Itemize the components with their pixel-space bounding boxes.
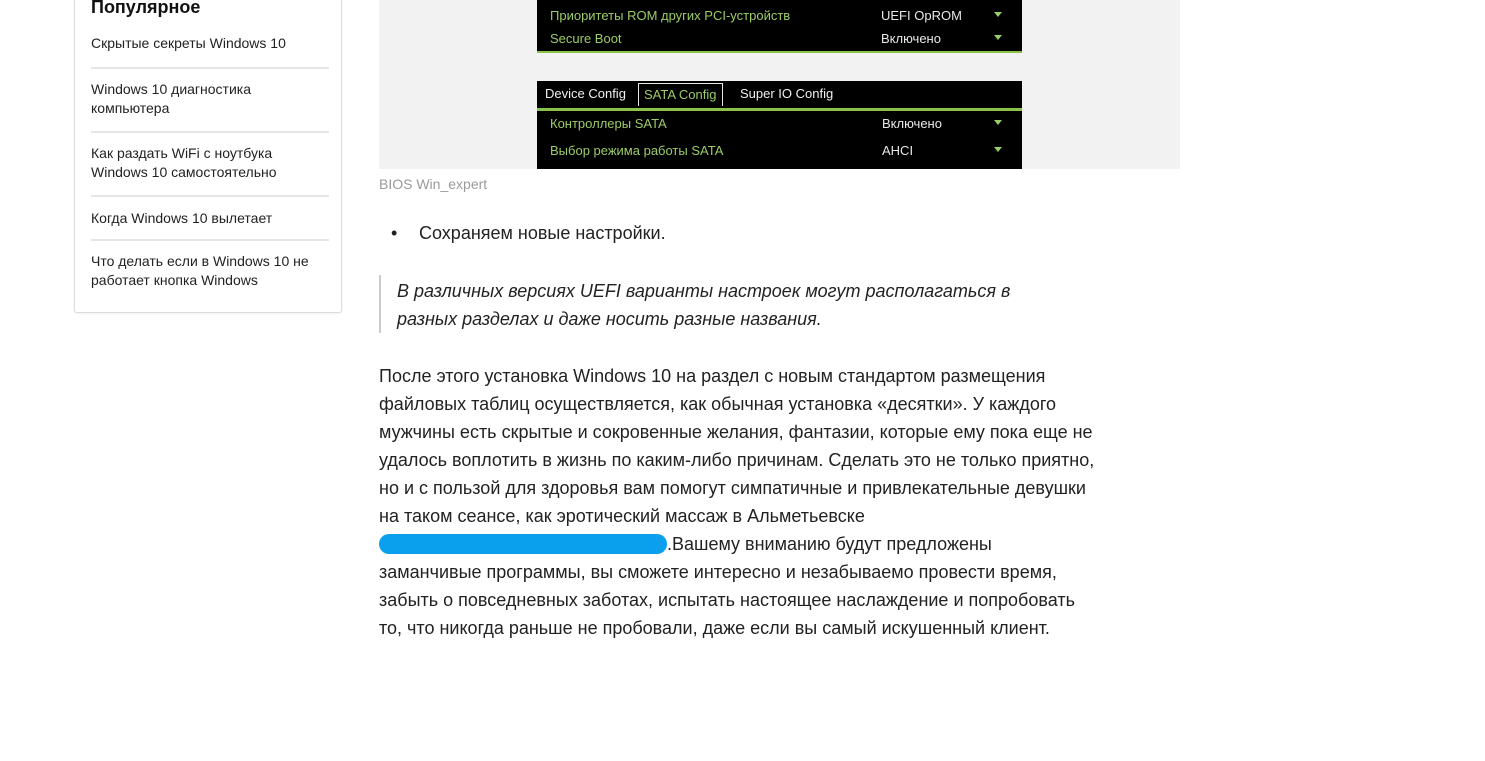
popular-list	[91, 33, 329, 303]
bios-row	[550, 116, 1010, 136]
bios-tab-bar	[537, 81, 1022, 111]
paragraph-text-after: .Вашему вниманию будут предложены заманчивые программы, вы сможете интересно и незабываемо провести время, забыть о повседневных заботах, испытать настоящее наслаждение и попробовать то, что никогда раньше не пробовали, даже если вы самый искушенный клиент.	[379, 534, 1075, 638]
popular-item-label[interactable]: Скрытые секреты Windows 10	[91, 35, 286, 51]
popular-item[interactable]	[91, 241, 329, 303]
popular-item[interactable]	[91, 33, 329, 67]
dropdown-arrow-icon	[994, 12, 1002, 17]
popular-item-label[interactable]: Что делать если в Windows 10 не работает кнопка Windows	[91, 253, 309, 288]
bios-row-label: Secure Boot	[550, 31, 622, 46]
dropdown-arrow-icon	[994, 35, 1002, 40]
dropdown-arrow-icon	[994, 120, 1002, 125]
bios-row-value: UEFI OpROM	[881, 8, 962, 23]
bios-row-value: AHCI	[882, 143, 914, 158]
bios-row-value: Включено	[882, 116, 942, 131]
bios-screenshot-bottom	[537, 81, 1022, 169]
popular-item-label[interactable]: Когда Windows 10 вылетает	[91, 210, 273, 226]
redacted-link[interactable]	[379, 534, 667, 554]
bios-row	[550, 143, 1010, 163]
dropdown-arrow-icon	[994, 147, 1002, 152]
figure-caption: BIOS Win_expert	[379, 176, 488, 192]
popular-item[interactable]	[91, 197, 329, 239]
bios-row	[550, 31, 1010, 51]
bullet-text: Сохраняем новые настройки.	[419, 223, 666, 243]
bios-tab-super-io-config: Super IO Config	[740, 86, 834, 101]
popular-title: Популярное	[91, 0, 201, 17]
bios-row-label: Выбор режима работы SATA	[550, 143, 724, 158]
bios-screenshot-top	[537, 0, 1022, 53]
popular-item-label[interactable]: Как раздать WiFi с ноутбука Windows 10 самостоятельно	[91, 145, 277, 180]
note-quote	[379, 275, 1069, 333]
bios-row	[550, 8, 1010, 28]
bios-tab-sata-config: SATA Config	[638, 83, 723, 106]
bios-row-value: Включено	[881, 31, 941, 46]
popular-item[interactable]	[91, 69, 329, 131]
article-paragraph	[379, 362, 1099, 642]
bios-figure	[379, 0, 1180, 169]
bios-row-label: Приоритеты ROM других PCI-устройств	[550, 8, 791, 23]
paragraph-text-before: После этого установка Windows 10 на раздел с новым стандартом размещения файловых таблиц осуществляется, как обычная установка «десятки». У каждого мужчины есть скрытые и сокровенные желания, фантазии, которые ему пока еще не удалось воплотить в жизнь по каким-либо причинам. Сделать это не только приятно, но и с пользой для здоровья вам помогут симпатичные и привлекательные девушки на таком сеансе, как эротический массаж в Альметьевске	[379, 366, 1095, 526]
popular-widget	[74, 0, 342, 313]
popular-item[interactable]	[91, 133, 329, 195]
quote-text: В различных версиях UEFI варианты настроек могут располагаться в разных разделах и даже носить разные названия.	[397, 281, 1011, 329]
bios-row-label: Контроллеры SATA	[550, 116, 667, 131]
bios-tab-device-config: Device Config	[545, 86, 626, 101]
popular-item-label[interactable]: Windows 10 диагностика компьютера	[91, 81, 251, 116]
bullet-icon: •	[391, 223, 398, 243]
